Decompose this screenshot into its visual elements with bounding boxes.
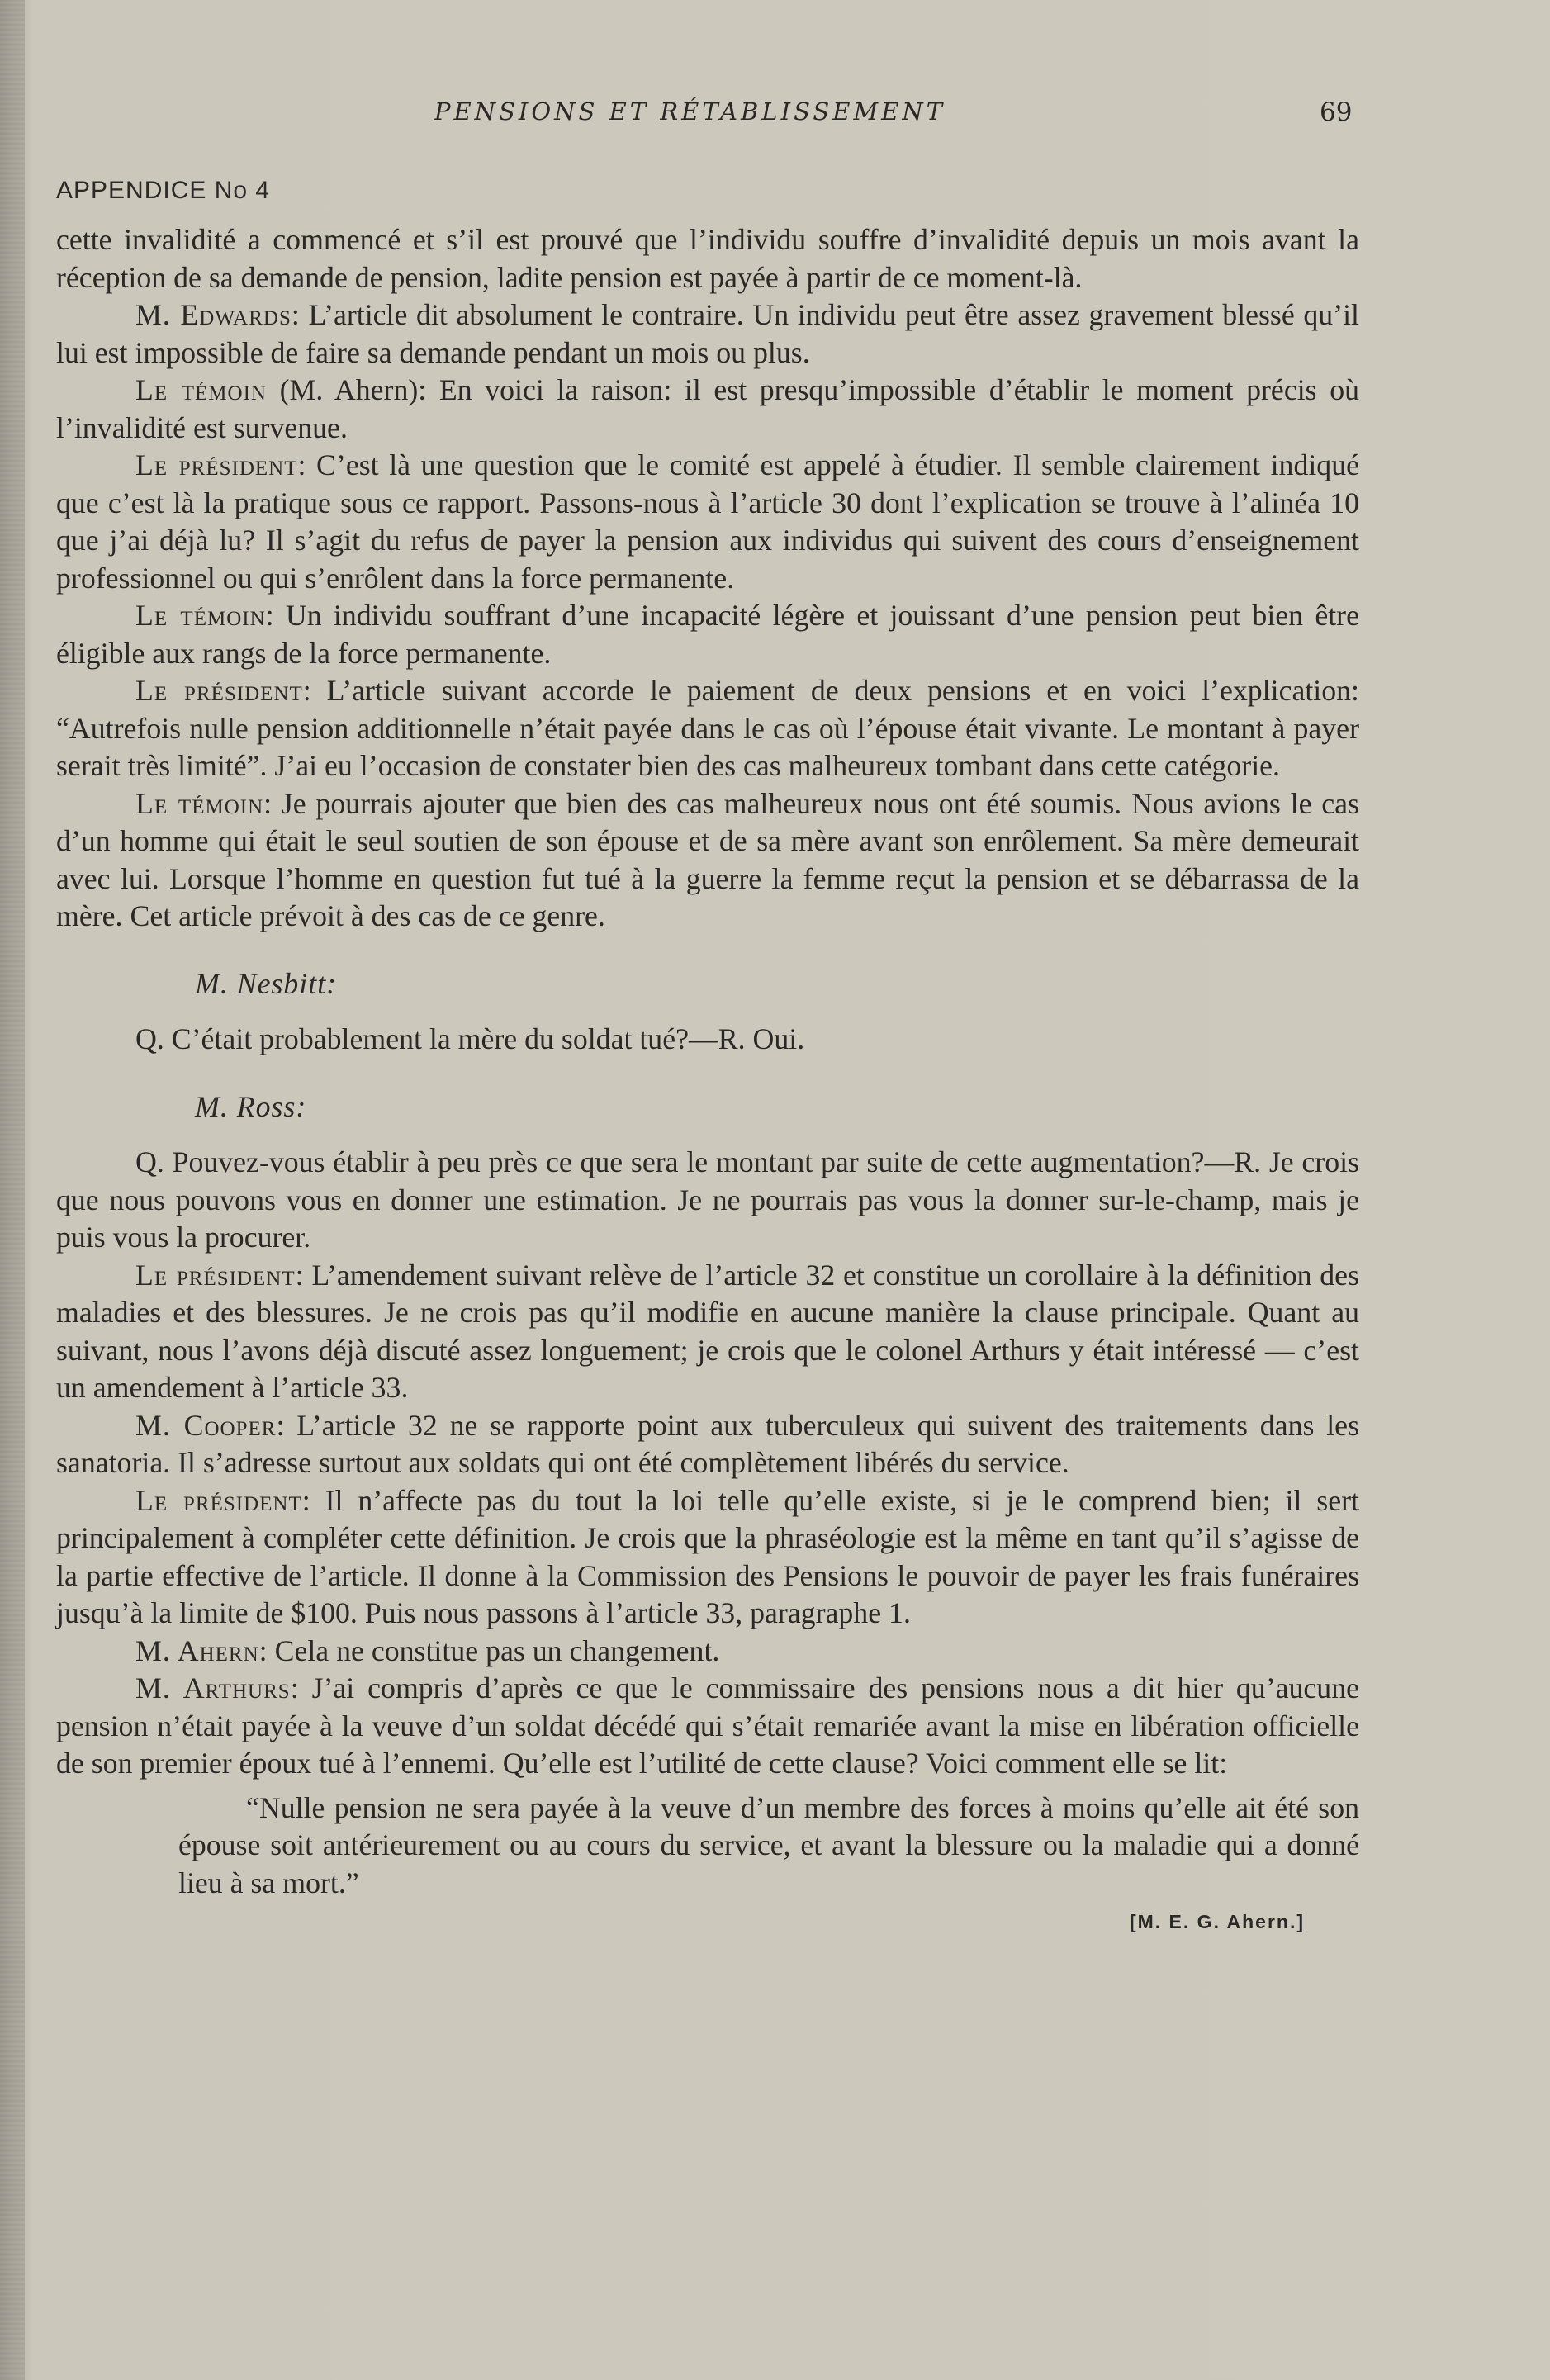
section-heading: M. Nesbitt: (195, 966, 338, 1000)
question-answer: Q. Pouvez-vous établir à peu près ce que sera le montant par suite de cette augmentation?—R. Je crois que nous pouvons vous en donner une estimation. Je ne pourrais pas vous la donner sur-le-champ, mais je puis vous la procurer. (56, 1145, 1359, 1254)
binding-edge (0, 0, 25, 2380)
paragraph: Le président: C’est là une question que le comité est appelé à étudier. Il semble clairement indiqué que c’est là la pratique sous ce rapport. Passons-nous à l’article 30 dont l’explication se trouve à l’alinéa 10 que j’ai déjà lu? Il s’agit du refus de payer la pension aux individus qui suivent des cours d’enseignement professionnel ou qui s’enrôlent dans la force permanente. (56, 448, 1359, 595)
speaker-name: M. Cooper (135, 1408, 277, 1442)
speaker-name: Le président (135, 1258, 296, 1292)
page-body (56, 221, 1359, 1941)
block-quote (178, 1790, 1359, 1903)
speaker-name: Le président (135, 1483, 302, 1517)
speaker-name: Le témoin (135, 786, 264, 820)
quote-text: “Nulle pension ne sera payée à la veuve d’un membre des forces à moins qu’elle ait été son épouse soit antérieurement ou au cours du service, et avant la blessure ou la maladie qui a donné lieu à sa mort.” (178, 1790, 1359, 1899)
paragraph: Le président: Il n’affecte pas du tout la loi telle qu’elle existe, si je le comprend bien; il sert principalement à compléter cette définition. Je crois que la phraséologie est la même en tant qu’il s’agisse de la partie effective de l’article. Il donne à la Commission des Pensions le pouvoir de payer les frais funéraires jusqu’à la limite de $100. Puis nous passons à l’article 33, paragraphe 1. (56, 1483, 1359, 1629)
paragraph: M. Cooper: L’article 32 ne se rapporte point aux tuberculeux qui suivent des traitements dans les sanatoria. Il s’adresse surtout aux soldats qui ont été complètement libérés du service. (56, 1408, 1360, 1479)
speaker-name: Le témoin (135, 373, 267, 406)
paragraph: Le témoin: Un individu souffrant d’une incapacité légère et jouissant d’une pension peut bien être éligible aux rangs de la force permanente. (56, 599, 1359, 670)
speaker-name: M. Arthurs (135, 1671, 291, 1704)
paragraph: Le président: L’article suivant accorde le paiement de deux pensions et en voici l’explication: “Autrefois nulle pension additionnelle n’était payée dans le cas où l’épouse était vivante. Le montant à payer serait très limité”. J’ai eu l’occasion de constater bien des cas malheureux tombant dans cette catégorie. (56, 674, 1359, 782)
paragraph: M. Arthurs: J’ai compris d’après ce que le commissaire des pensions nous a dit hier qu’aucune pension n’était payée à la veuve d’un soldat décédé qui s’était remariée avant la mise en libération officielle de son premier époux tué à l’ennemi. Qu’elle est l’utilité de cette clause? Voici comment elle se lit: (56, 1671, 1359, 1780)
paragraph: M. Ahern: Cela ne constitue pas un changement. (135, 1633, 720, 1667)
speaker-name: Le président (135, 448, 298, 481)
page-number: 69 (1320, 97, 1353, 127)
running-title: PENSIONS ET RÉTABLISSEMENT (434, 97, 946, 126)
paragraph: Le président: L’amendement suivant relève de l’article 32 et constitue un corollaire à la définition des maladies et des blessures. Je ne crois pas qu’il modifie en aucune manière la clause principale. Quant au suivant, nous l’avons déjà discuté assez longuement; je crois que le colonel Arthurs y était intéressé — c’est un amendement à l’article 33. (56, 1258, 1359, 1404)
appendix-label: APPENDICE No 4 (56, 177, 271, 204)
question-answer: Q. C’était probablement la mère du soldat tué?—R. Oui. (135, 1022, 805, 1055)
speaker-name: M. Ahern (135, 1633, 259, 1667)
speaker-name: M. Edwards (135, 298, 292, 331)
speaker-name: Le président (135, 674, 303, 707)
paragraph: M. Edwards: L’article dit absolument le contraire. Un individu peut être assez gravement blessé qu’il lui est impossible de faire sa demande pendant un mois ou plus. (56, 298, 1359, 369)
page-header (56, 97, 1352, 130)
paragraph: cette invalidité a commencé et s’il est prouvé que l’individu souffre d’invalidité depuis un mois avant la réception de sa demande de pension, ladite pension est payée à partir de ce moment-là. (56, 223, 1359, 294)
speaker-name: Le témoin (135, 599, 266, 632)
section-heading: M. Ross: (195, 1089, 307, 1123)
paragraph: Le témoin (M. Ahern): En voici la raison: il est presqu’impossible d’établir le moment précis où l’invalidité est survenue. (56, 373, 1359, 444)
signature: [M. E. G. Ahern.] (1129, 1911, 1305, 1932)
paragraph: Le témoin: Je pourrais ajouter que bien des cas malheureux nous ont été soumis. Nous avions le cas d’un homme qui était le seul soutien de son épouse et de sa mère avant son enrôlement. Sa mère demeurait avec lui. Lorsque l’homme en question fut tué à la guerre la femme reçut la pension et se débarrassa de la mère. Cet article prévoit à des cas de ce genre. (56, 786, 1359, 932)
